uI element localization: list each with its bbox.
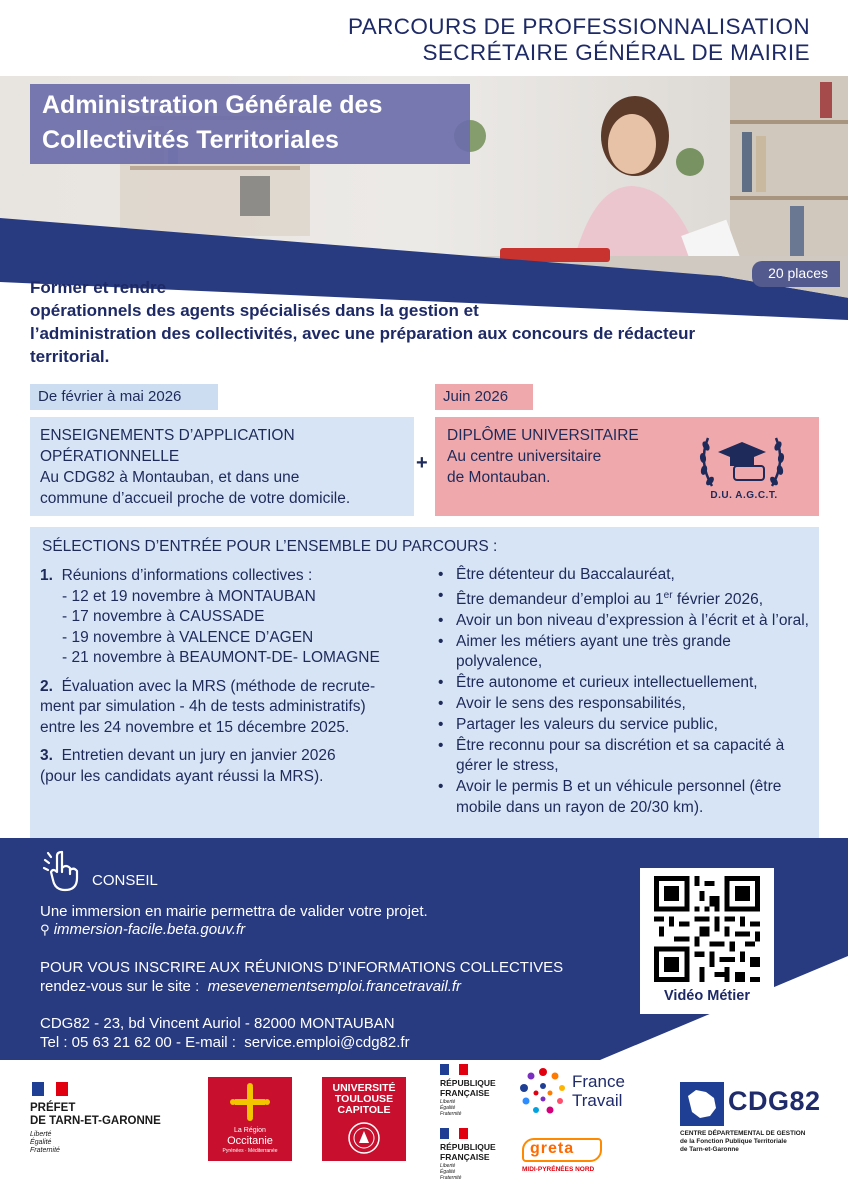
address: CDG82 - 23, bd Vincent Auriol - 82000 MONTAUBAN xyxy=(40,1015,395,1032)
cursor-click-icon: ⚲ xyxy=(40,922,50,937)
period-1-title-line-2: OPÉRATIONNELLE xyxy=(40,448,180,465)
inscription-row xyxy=(40,977,461,996)
marianne-flag-icon xyxy=(440,1064,468,1075)
requirement-item: • Être demandeur d’emploi au 1er février 2026, xyxy=(436,586,816,611)
header-line-2: SECRÉTAIRE GÉNÉRAL DE MAIRIE xyxy=(422,40,810,65)
period-2-body-line-1: Au centre universitaire xyxy=(447,448,602,465)
motto-2: Égalité xyxy=(30,1139,52,1146)
requirement-item: • Être reconnu pour sa discrétion et sa capacité à gérer le stress, xyxy=(436,736,816,778)
greta-name: greta xyxy=(530,1140,575,1157)
step-2-line-1: Évaluation avec la MRS (méthode de recrute- xyxy=(61,677,376,695)
greta-logo xyxy=(522,1138,606,1178)
step-1-number: 1. xyxy=(40,567,53,584)
step-3-line-2: (pour les candidats ayant réussi la MRS). xyxy=(40,767,324,785)
intro-line-1: Former et rendre xyxy=(30,278,167,297)
marianne-flag-icon xyxy=(32,1082,68,1096)
session-item: - 19 novembre à VALENCE D’AGEN xyxy=(62,628,314,646)
intro-line-4: territorial. xyxy=(30,347,110,366)
session-item: - 17 novembre à CAUSSADE xyxy=(62,608,265,625)
plus-sign: + xyxy=(416,452,428,474)
requirement-item: • Aimer les métiers ayant une très grande polyvalence, xyxy=(436,632,816,674)
period-2-title: DIPLÔME UNIVERSITAIRE xyxy=(447,427,639,444)
document-header xyxy=(348,14,810,66)
hand-pointer-icon xyxy=(40,848,86,894)
period-1-title-line-1: ENSEIGNEMENTS D’APPLICATION xyxy=(40,427,295,444)
rf2-motto-2: Égalité xyxy=(440,1169,456,1175)
contact-prefix: Tel : 05 63 21 62 00 - E-mail : xyxy=(40,1034,236,1051)
prefet-line-2: DE TARN-ET-GARONNE xyxy=(30,1115,161,1127)
rf-line-2: FRANÇAISE xyxy=(440,1088,490,1098)
immersion-text: Une immersion en mairie permettra de valider votre projet. xyxy=(40,903,428,920)
region-line-1: La Région xyxy=(234,1127,266,1134)
france-travail-line-2: Travail xyxy=(572,1091,623,1110)
region-line-3: Pyrénées · Méditerranée xyxy=(222,1148,278,1154)
session-item: - 12 et 19 novembre à MONTAUBAN xyxy=(62,587,316,605)
hero-title xyxy=(30,84,470,164)
step-3 xyxy=(40,746,424,787)
step-2 xyxy=(40,677,424,739)
univ-line-3: CAPITOLE xyxy=(337,1104,391,1116)
rf2-motto-3: Fraternité xyxy=(440,1175,462,1181)
requirement-item: • Avoir un bon niveau d’expression à l’écrit et à l’oral, xyxy=(436,611,816,632)
cdg82-map-icon xyxy=(680,1082,724,1126)
email-link[interactable]: service.emploi@cdg82.fr xyxy=(244,1034,410,1051)
conseil-label: CONSEIL xyxy=(92,872,158,889)
step-2-line-3: entre les 24 novembre et 15 décembre 2025. xyxy=(40,718,350,736)
universite-logo xyxy=(322,1077,406,1161)
requirement-item: • Être autonome et curieux intellectuellement, xyxy=(436,673,816,694)
occitan-cross-icon xyxy=(225,1083,275,1123)
hero-title-line-2: Collectivités Territoriales xyxy=(42,126,339,154)
rf2-line-1: RÉPUBLIQUE xyxy=(440,1142,496,1152)
university-seal-icon xyxy=(347,1121,381,1155)
period-2-body-line-2: de Montauban. xyxy=(447,469,551,486)
step-3-number: 3. xyxy=(40,747,53,764)
republique-logo-1 xyxy=(440,1064,510,1120)
cdg82-sub-2: de la Fonction Publique Territoriale xyxy=(680,1138,787,1145)
period-1-body-line-1: Au CDG82 à Montauban, et dans une xyxy=(40,469,300,486)
region-line-2: Occitanie xyxy=(227,1135,273,1147)
requirement-item: • Partager les valeurs du service public, xyxy=(436,715,816,736)
univ-line-2: TOULOUSE xyxy=(334,1093,394,1105)
session-item: - 21 novembre à BEAUMONT-DE- LOMAGNE xyxy=(62,649,380,666)
period-1-box xyxy=(30,417,414,516)
qr-label: Vidéo Métier xyxy=(664,988,750,1004)
hero-title-line-1: Administration Générale des xyxy=(42,91,383,119)
inscription-title: POUR VOUS INSCRIRE AUX RÉUNIONS D’INFORMATIONS COLLECTIVES xyxy=(40,959,564,976)
immersion-link-row[interactable] xyxy=(40,920,245,939)
rf2-line-2: FRANÇAISE xyxy=(440,1152,490,1162)
prefet-logo xyxy=(30,1080,200,1160)
contact-row xyxy=(40,1033,410,1052)
intro-line-3: l’administration des collectivités, avec une préparation aux concours de rédacteur xyxy=(30,324,696,343)
requirements-list xyxy=(436,565,816,819)
step-3-line-1: Entretien devant un jury en janvier 2026 xyxy=(61,747,336,764)
qr-code[interactable] xyxy=(654,876,760,982)
period-2-tag: Juin 2026 xyxy=(435,384,533,410)
step-2-number: 2. xyxy=(40,677,53,695)
requirement-item: • Être détenteur du Baccalauréat, xyxy=(436,565,816,586)
intro-line-2: opérationnels des agents spécialisés dans la gestion et xyxy=(30,301,479,320)
period-1-body-line-2: commune d’accueil proche de votre domicile. xyxy=(40,490,351,507)
requirement-item: • Avoir le permis B et un véhicule personnel (être mobile dans un rayon de 20/30 km). xyxy=(436,777,816,819)
du-badge: D.U. A.G.C.T. xyxy=(710,490,778,501)
inscription-link[interactable]: mesevenementsemploi.francetravail.fr xyxy=(207,978,462,995)
univ-line-1: UNIVERSITÉ xyxy=(332,1082,396,1094)
rf-motto-1: Liberté xyxy=(440,1099,456,1105)
step-1-text: Réunions d’informations collectives : xyxy=(61,567,313,584)
france-travail-line-1: France xyxy=(572,1072,625,1091)
region-occitanie-logo xyxy=(208,1077,292,1161)
marianne-flag-icon xyxy=(440,1128,468,1139)
prefet-line-1: PRÉFET xyxy=(30,1102,76,1114)
cdg82-logo xyxy=(680,1082,828,1162)
greta-sub: MIDI-PYRÉNÉES NORD xyxy=(522,1166,595,1173)
requirement-item: • Avoir le sens des responsabilités, xyxy=(436,694,816,715)
cdg82-name: CDG82 xyxy=(728,1086,821,1116)
inscription-prefix: rendez-vous sur le site : xyxy=(40,978,200,995)
immersion-link[interactable]: immersion-facile.beta.gouv.fr xyxy=(53,921,246,938)
france-travail-icon xyxy=(518,1066,568,1116)
rf-line-1: RÉPUBLIQUE xyxy=(440,1078,496,1088)
selection-title: SÉLECTIONS D’ENTRÉE POUR L’ENSEMBLE DU PARCOURS : xyxy=(42,538,498,555)
intro-text xyxy=(30,276,820,368)
step-2-line-2: ment par simulation - 4h de tests administratifs) xyxy=(40,698,366,715)
motto-3: Fraternité xyxy=(30,1147,60,1154)
header-line-1: PARCOURS DE PROFESSIONNALISATION xyxy=(347,14,810,39)
rf-motto-3: Fraternité xyxy=(440,1111,462,1117)
places-badge: 20 places xyxy=(752,261,840,287)
cdg82-sub-3: de Tarn-et-Garonne xyxy=(680,1146,739,1153)
step-1 xyxy=(40,566,424,669)
motto-1: Liberté xyxy=(30,1131,52,1138)
republique-logo-2 xyxy=(440,1128,510,1184)
period-1-tag: De février à mai 2026 xyxy=(30,384,218,410)
rf-motto-2: Égalité xyxy=(440,1105,456,1111)
cdg82-sub-1: CENTRE DÉPARTEMENTAL DE GESTION xyxy=(680,1130,806,1137)
rf2-motto-1: Liberté xyxy=(440,1163,456,1169)
selection-steps xyxy=(40,566,424,795)
